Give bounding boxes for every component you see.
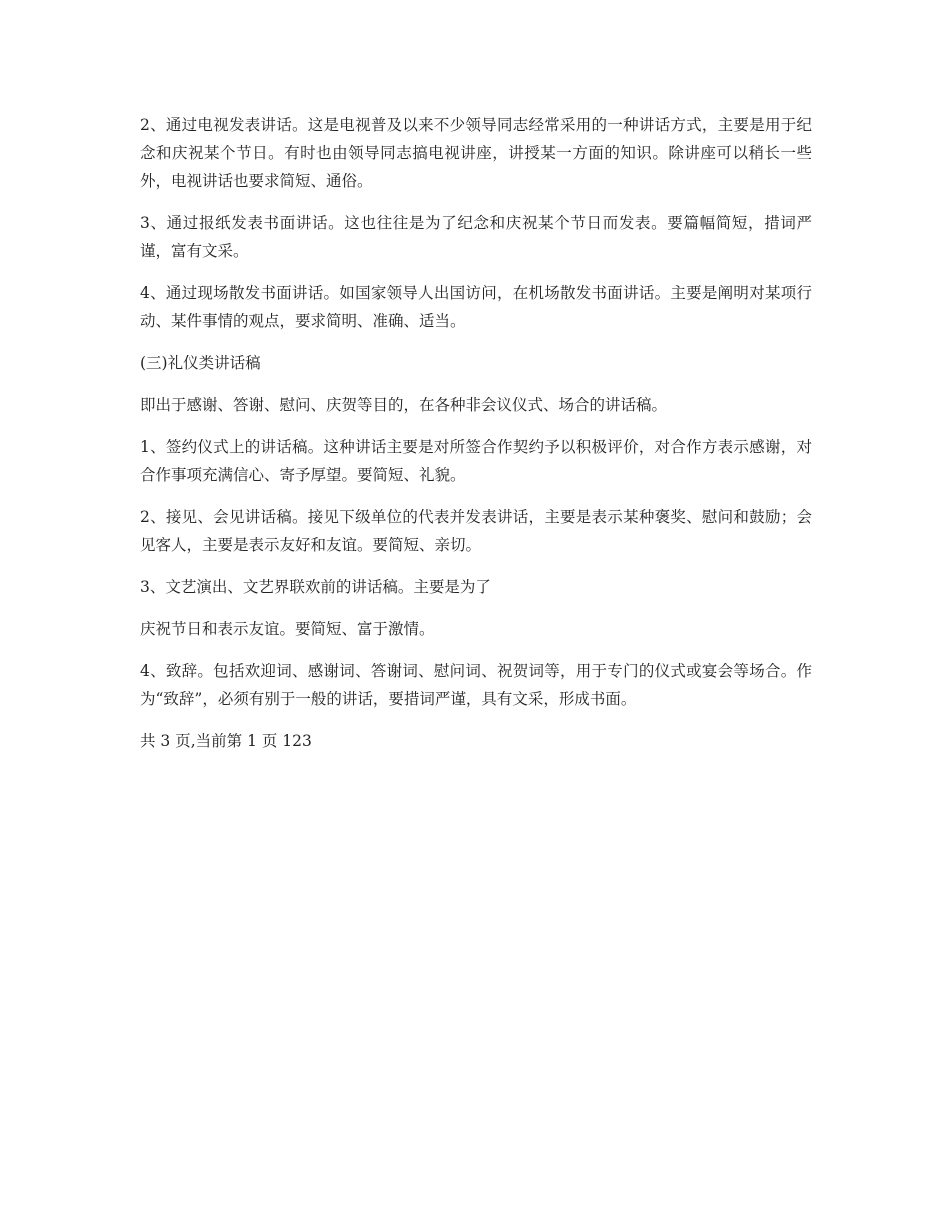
section-heading-ceremonial: (三)礼仪类讲话稿 — [140, 354, 261, 372]
paragraph-ceremonial-intro: 即出于感谢、答谢、慰问、庆贺等目的，在各种非会议仪式、场合的讲话稿。 — [140, 396, 668, 414]
paragraph-signing-ceremony: 1、签约仪式上的讲话稿。这种讲话主要是对所签合作契约予以积极评价，对合作方表示感谢，对合作事项充满信心、寄予厚望。要简短、礼貌。 — [140, 438, 812, 484]
paragraph-address: 4、致辞。包括欢迎词、感谢词、答谢词、慰问词、祝贺词等，用于专门的仪式或宴会等场合。作为“致辞”，必须有别于一般的讲话，要措词严谨，具有文采，形成书面。 — [140, 662, 812, 708]
document-body — [140, 111, 812, 755]
paragraph-meeting-speech: 2、接见、会见讲话稿。接见下级单位的代表并发表讲话，主要是表示某种褒奖、慰问和鼓励；会见客人，主要是表示友好和友谊。要简短、亲切。 — [140, 508, 812, 554]
page-indicator: 共 3 页,当前第 1 页 123 — [140, 732, 312, 750]
paragraph-performance-continued: 庆祝节日和表示友谊。要简短、富于激情。 — [140, 620, 435, 638]
paragraph-performance-speech: 3、文艺演出、文艺界联欢前的讲话稿。主要是为了 — [140, 578, 491, 596]
paragraph-onsite-speech: 4、通过现场散发书面讲话。如国家领导人出国访问，在机场散发书面讲话。主要是阐明对某项行动、某件事情的观点，要求简明、准确、适当。 — [140, 284, 812, 330]
paragraph-newspaper-speech: 3、通过报纸发表书面讲话。这也往往是为了纪念和庆祝某个节日而发表。要篇幅简短，措词严谨，富有文采。 — [140, 214, 812, 260]
paragraph-tv-speech: 2、通过电视发表讲话。这是电视普及以来不少领导同志经常采用的一种讲话方式，主要是用于纪念和庆祝某个节日。有时也由领导同志搞电视讲座，讲授某一方面的知识。除讲座可以稍长一些外，电视讲话也要求简短、通俗。 — [140, 116, 812, 190]
